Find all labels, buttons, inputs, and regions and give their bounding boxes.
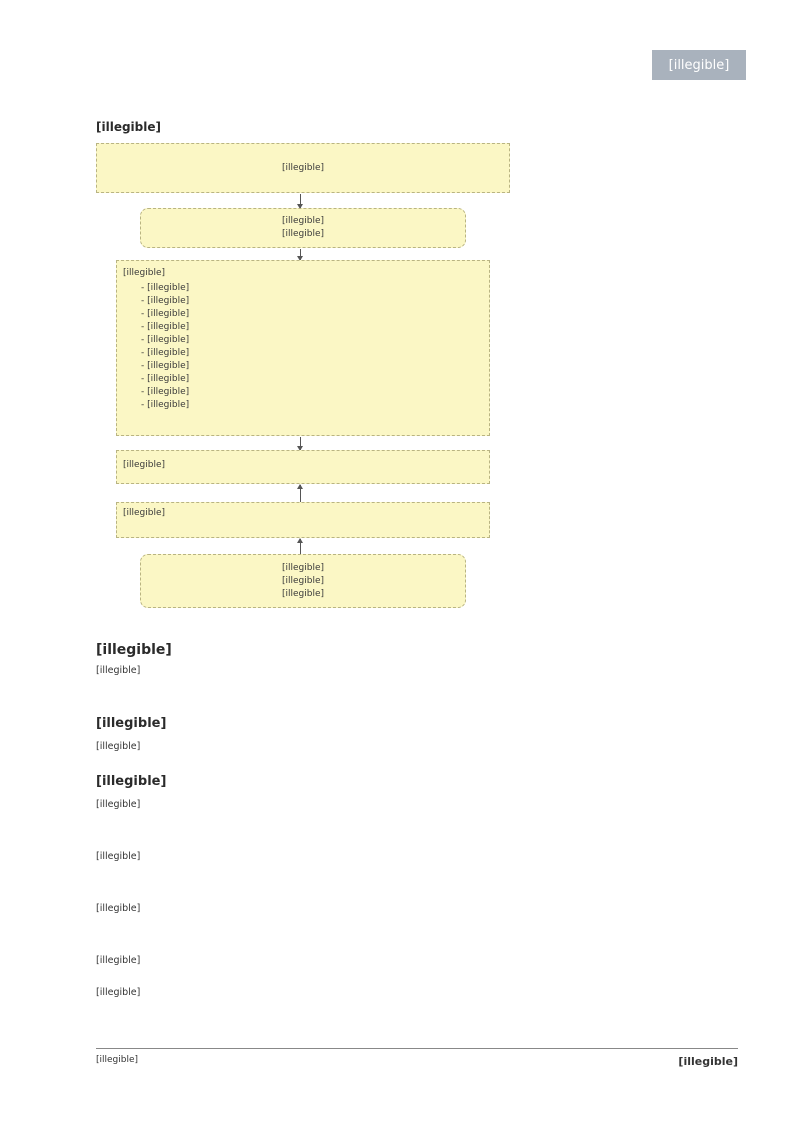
flowchart-box-5 bbox=[116, 502, 490, 538]
flowchart-list bbox=[123, 282, 483, 412]
flowchart-box-4 bbox=[116, 450, 490, 484]
page-number: [illegible] bbox=[678, 1055, 738, 1068]
section-heading-3: [illegible] bbox=[96, 774, 167, 789]
flowchart-box-2-line-2: [illegible] bbox=[281, 229, 325, 239]
flow-arrow-3 bbox=[300, 437, 301, 450]
list-item: - [illegible] bbox=[141, 347, 483, 360]
flowchart-box-end-line-1: [illegible] bbox=[281, 562, 325, 573]
list-item: - [illegible] bbox=[141, 373, 483, 386]
paragraph-2: [illegible] bbox=[96, 741, 141, 752]
flowchart-box-list-title: [illegible] bbox=[123, 268, 166, 278]
list-item: - [illegible] bbox=[141, 308, 483, 321]
paragraph-4: [illegible] bbox=[96, 851, 141, 862]
list-item: - [illegible] bbox=[141, 295, 483, 308]
flow-arrow-5 bbox=[300, 539, 301, 554]
flowchart-box-start bbox=[96, 143, 510, 193]
paragraph-3: [illegible] bbox=[96, 799, 141, 810]
list-item: - [illegible] bbox=[141, 282, 483, 295]
flow-arrow-4 bbox=[300, 485, 301, 502]
flowchart-box-end-line-3: [illegible] bbox=[281, 588, 325, 599]
flowchart-box-end bbox=[140, 554, 466, 608]
list-item: - [illegible] bbox=[141, 386, 483, 399]
list-item: - [illegible] bbox=[141, 334, 483, 347]
flowchart-box-4-label: [illegible] bbox=[123, 460, 166, 470]
paragraph-5: [illegible] bbox=[96, 903, 141, 914]
list-item: - [illegible] bbox=[141, 360, 483, 373]
section-heading-2: [illegible] bbox=[96, 716, 167, 731]
list-item: - [illegible] bbox=[141, 399, 483, 412]
flowchart-heading: [illegible] bbox=[96, 120, 161, 134]
paragraph-1: [illegible] bbox=[96, 665, 141, 676]
list-item: - [illegible] bbox=[141, 321, 483, 334]
flow-arrow-1 bbox=[300, 194, 301, 208]
paragraph-7: [illegible] bbox=[96, 987, 141, 998]
page-footer bbox=[96, 1048, 738, 1068]
paragraph-6: [illegible] bbox=[96, 955, 141, 966]
footer-text: [illegible] bbox=[96, 1055, 139, 1065]
flowchart-box-list bbox=[116, 260, 490, 436]
flowchart-box-5-label: [illegible] bbox=[123, 508, 166, 518]
flowchart-box-start-label: [illegible] bbox=[281, 162, 325, 173]
page-badge: [illegible] bbox=[652, 50, 746, 80]
flow-arrow-2 bbox=[300, 249, 301, 260]
flowchart-box-2 bbox=[140, 208, 466, 248]
flowchart-box-2-line-1: [illegible] bbox=[281, 216, 325, 226]
flowchart-box-end-line-2: [illegible] bbox=[281, 575, 325, 586]
section-heading-1: [illegible] bbox=[96, 642, 172, 658]
